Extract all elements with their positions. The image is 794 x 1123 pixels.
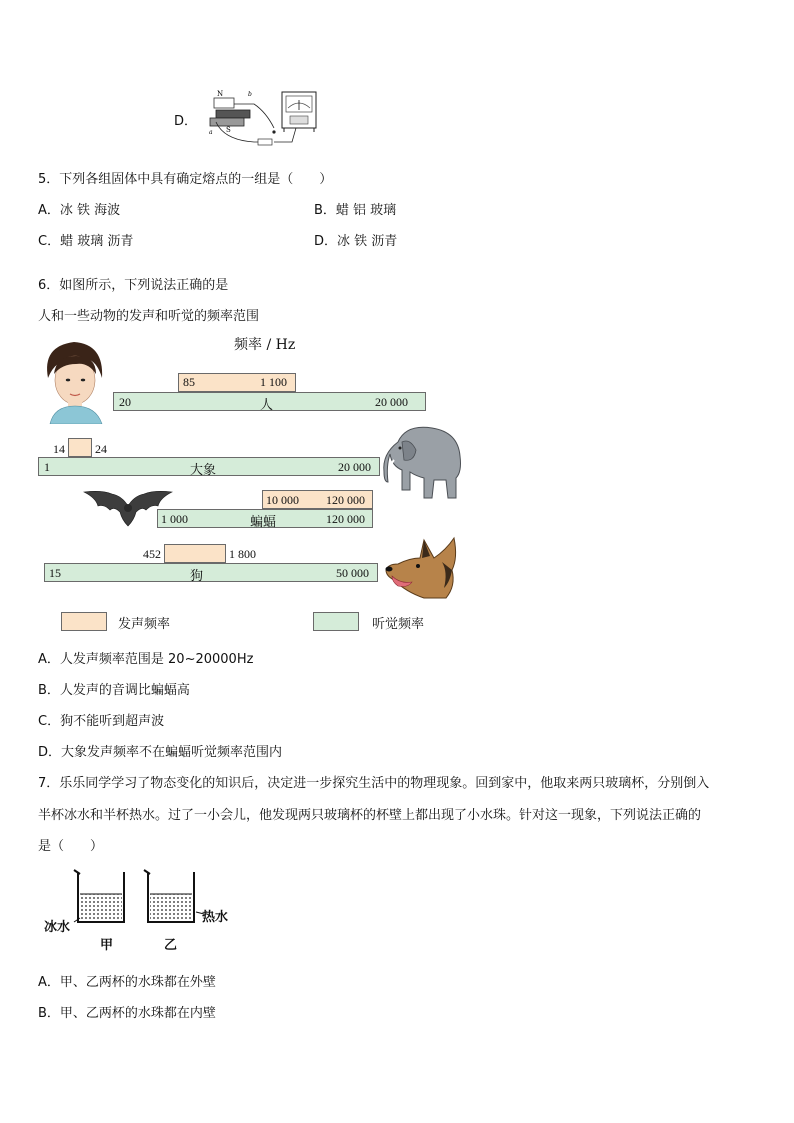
svg-text:N: N <box>217 90 224 98</box>
q6-option-a: A．人发声频率范围是 20~20000Hz <box>38 652 254 667</box>
bat-emit-high: 120 000 <box>326 493 365 507</box>
svg-text:b: b <box>248 91 252 98</box>
hot-water-label: 热水 <box>202 910 229 925</box>
legend-hear-swatch <box>313 612 359 631</box>
legend-emit-label: 发声频率 <box>118 617 171 632</box>
q6-stem: 6．如图所示，下列说法正确的是 <box>38 278 229 293</box>
human-face-icon <box>40 338 110 424</box>
dog-hear-low: 15 <box>49 566 61 580</box>
bat-emit-low: 10 000 <box>266 493 299 507</box>
q7-option-b: B．甲、乙两杯的水珠都在内壁 <box>38 1006 216 1021</box>
dog-head-icon <box>384 536 462 600</box>
elephant-name: 大象 <box>190 462 217 477</box>
q5-stem: 5．下列各组固体中具有确定熔点的一组是（ ） <box>38 172 333 187</box>
cup-b-label: 乙 <box>164 938 178 953</box>
ice-water-label: 冰水 <box>44 920 71 935</box>
dog-hear-bar <box>44 563 378 582</box>
dog-hear-high: 50 000 <box>336 566 369 580</box>
figure-unit-title: 频率 / Hz <box>234 337 296 353</box>
human-hear-low: 20 <box>119 395 131 409</box>
q6-option-b: B．人发声的音调比蝙蝠高 <box>38 683 190 698</box>
svg-text:a: a <box>209 129 213 136</box>
human-name: 人 <box>260 397 274 412</box>
human-emit-low: 85 <box>183 375 195 389</box>
q5-option-d: D．冰 铁 沥青 <box>314 234 398 249</box>
svg-text:S: S <box>226 126 231 134</box>
elephant-hear-low: 1 <box>44 460 50 474</box>
legend-hear-label: 听觉频率 <box>372 617 425 632</box>
cup-a-label: 甲 <box>100 938 114 953</box>
beaker-b-icon <box>144 870 194 922</box>
human-hear-high: 20 000 <box>375 395 408 409</box>
elephant-emit-low: 14 <box>53 442 65 456</box>
q4-option-d-label: D． <box>174 114 198 129</box>
q7-stem-line2: 半杯冰水和半杯热水。过了一小会儿，他发现两只玻璃杯的杯壁上都出现了小水珠。针对这一现象，下列说法正确的 <box>38 808 702 823</box>
legend-emit-swatch <box>61 612 107 631</box>
elephant-emit-high: 24 <box>95 442 107 456</box>
dog-emit-high: 1 800 <box>229 547 256 561</box>
human-emit-high: 1 100 <box>260 375 287 389</box>
dog-name: 狗 <box>190 568 204 583</box>
q5-option-b: B．蜡 铝 玻璃 <box>314 203 397 218</box>
q6-option-d: D．大象发声频率不在蝙蝠听觉频率范围内 <box>38 745 283 760</box>
bat-hear-high: 120 000 <box>326 512 365 526</box>
elephant-icon <box>380 420 464 502</box>
elephant-hear-high: 20 000 <box>338 460 371 474</box>
q6-caption: 人和一些动物的发声和听觉的频率范围 <box>38 309 260 324</box>
beaker-a-icon <box>74 870 124 922</box>
q6-option-c: C．狗不能听到超声波 <box>38 714 165 729</box>
q7-stem-line3: 是（ ） <box>38 839 104 854</box>
q7-option-a: A．甲、乙两杯的水珠都在外壁 <box>38 975 216 990</box>
q7-stem-line1: 7．乐乐同学学习了物态变化的知识后，决定进一步探究生活中的物理现象。回到家中，他取来两只玻璃杯，分别倒入 <box>38 776 710 791</box>
q5-option-c: C．蜡 玻璃 沥青 <box>38 234 134 249</box>
bat-hear-low: 1 000 <box>161 512 188 526</box>
dog-emit-bar <box>164 544 226 563</box>
q5-option-a: A．冰 铁 海波 <box>38 203 121 218</box>
bat-name: 蝙蝠 <box>250 514 277 529</box>
dog-emit-low: 452 <box>143 547 161 561</box>
elephant-emit-bar <box>68 438 92 457</box>
q7-cups-figure <box>40 864 240 956</box>
